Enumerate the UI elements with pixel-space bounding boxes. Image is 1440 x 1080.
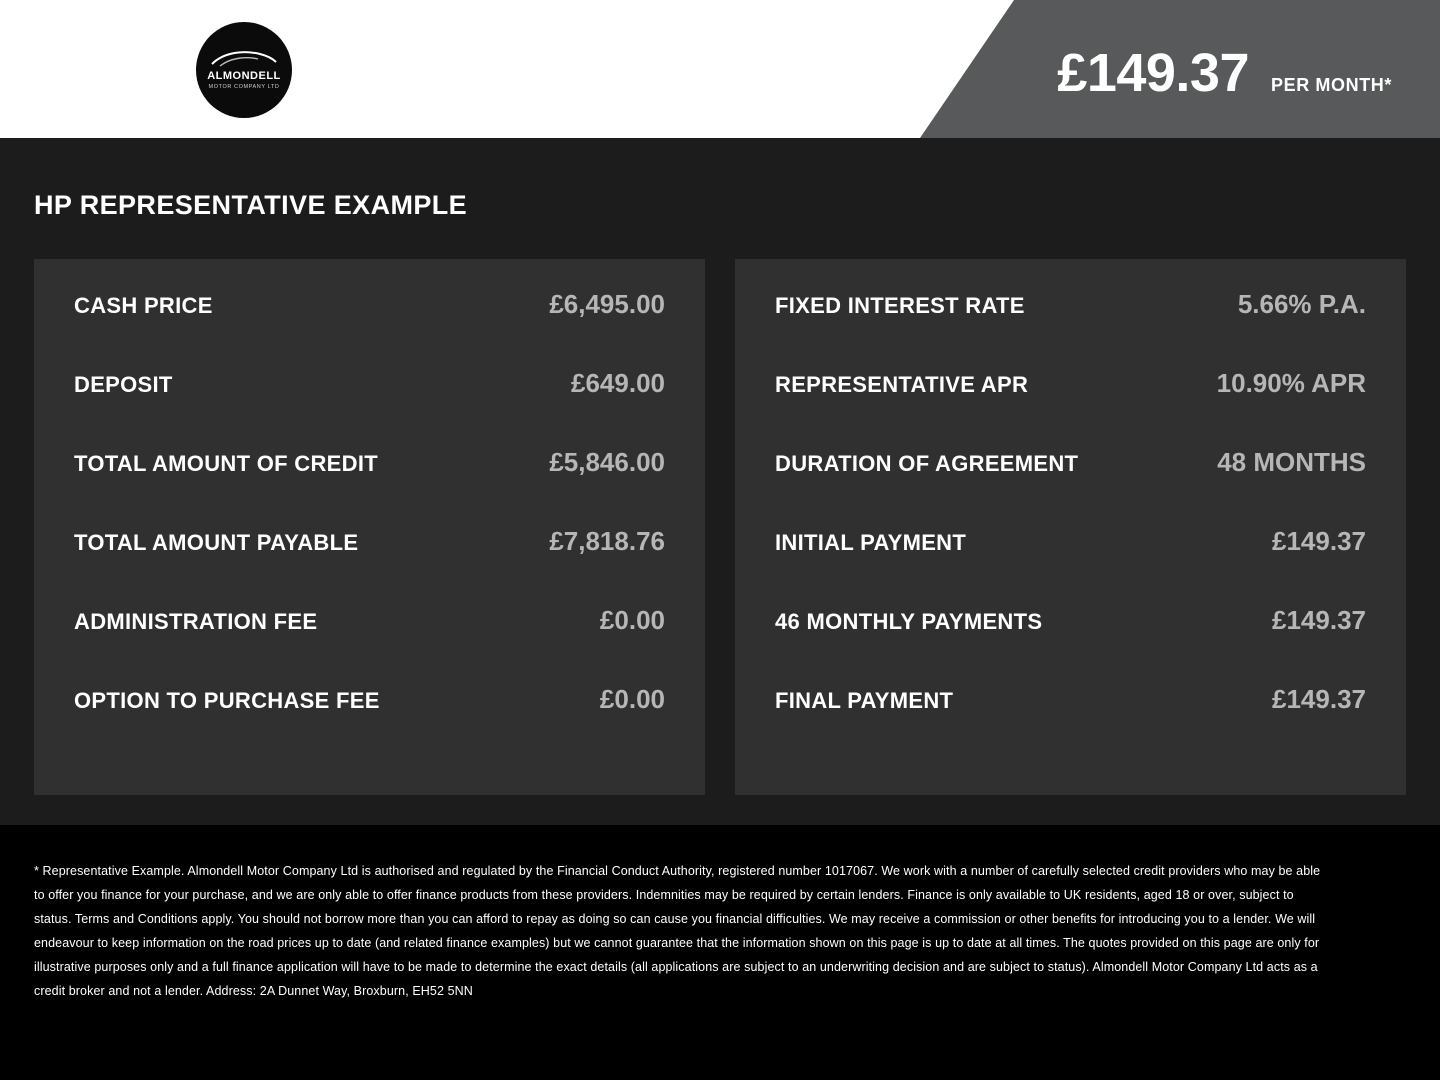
price-amount: £149.37 [1057, 43, 1249, 103]
logo-circle [196, 22, 292, 118]
row-label: REPRESENTATIVE APR [775, 372, 1029, 397]
table-row [775, 684, 1366, 763]
row-value: £149.37 [1272, 605, 1366, 635]
row-label: TOTAL AMOUNT PAYABLE [74, 530, 359, 555]
row-label: ADMINISTRATION FEE [74, 609, 318, 634]
disclaimer-footer [0, 825, 1440, 1023]
row-value: 48 MONTHS [1217, 447, 1366, 477]
row-value: £649.00 [571, 368, 665, 398]
finance-panel-right [735, 259, 1406, 795]
row-value: £5,846.00 [549, 447, 665, 477]
price-period-label: PER MONTH* [1270, 75, 1392, 95]
row-value: £0.00 [599, 605, 665, 635]
finance-panel-left [34, 259, 705, 795]
row-value: £149.37 [1272, 526, 1366, 556]
row-value: £7,818.76 [549, 526, 665, 556]
main-content [0, 138, 1440, 1023]
table-row [775, 526, 1366, 605]
table-row [775, 368, 1366, 447]
table-row [775, 447, 1366, 526]
row-label: OPTION TO PURCHASE FEE [74, 688, 380, 713]
car-swoosh-icon [210, 48, 278, 68]
row-value: £6,495.00 [549, 289, 665, 319]
table-row [74, 368, 665, 447]
table-row [775, 289, 1366, 368]
logo-company-subtitle: MOTOR COMPANY LTD [208, 84, 280, 90]
row-value: 5.66% P.A. [1237, 289, 1366, 319]
row-value: 10.90% APR [1216, 368, 1366, 398]
row-label: DEPOSIT [74, 372, 173, 397]
disclaimer-text: * Representative Example. Almondell Motor Company Ltd is authorised and regulated by the Financial Conduct Authority, registered number 1017067. We work with a number of carefully selected credit providers who may be able to offer you finance for your purchase, and we are only able to offer finance products from these providers. Indemnities may be required by certain lenders. Finance is only available to UK residents, aged 18 or over, subject to status. Terms and Conditions apply. You should not borrow more than you can afford to repay as doing so can cause you financial difficulties. We may receive a commission or other benefits for introducing you to a lender. We will endeavour to keep information on the road prices up to date (and related finance examples) but we cannot guarantee that the information shown on this page is up to date at all times. The quotes provided on this page are only for illustrative purposes only and a full finance application will have to be made to determine the exact details (all applications are subject to an underwriting decision and are subject to status). Almondell Motor Company Ltd acts as a credit broker and not a lender. Address: 2A Dunnet Way, Broxburn, EH52 5NN [34, 864, 1321, 998]
table-row [74, 605, 665, 684]
row-label: TOTAL AMOUNT OF CREDIT [74, 451, 378, 476]
logo-company-name: ALMONDELL [207, 70, 281, 82]
table-row [74, 289, 665, 368]
row-label: DURATION OF AGREEMENT [775, 451, 1079, 476]
row-label: CASH PRICE [74, 293, 213, 318]
company-logo[interactable] [196, 22, 292, 118]
table-row [74, 684, 665, 763]
table-row [775, 605, 1366, 684]
row-label: INITIAL PAYMENT [775, 530, 967, 555]
page-title: HP REPRESENTATIVE EXAMPLE [34, 190, 468, 220]
table-row [74, 447, 665, 526]
table-row [74, 526, 665, 605]
page-header [0, 0, 1440, 138]
row-label: FINAL PAYMENT [775, 688, 954, 713]
finance-details-panels [0, 221, 1440, 795]
monthly-price-block [1057, 43, 1392, 103]
row-value: £0.00 [599, 684, 665, 714]
row-value: £149.37 [1272, 684, 1366, 714]
row-label: FIXED INTEREST RATE [775, 293, 1025, 318]
row-label: 46 MONTHLY PAYMENTS [775, 609, 1043, 634]
